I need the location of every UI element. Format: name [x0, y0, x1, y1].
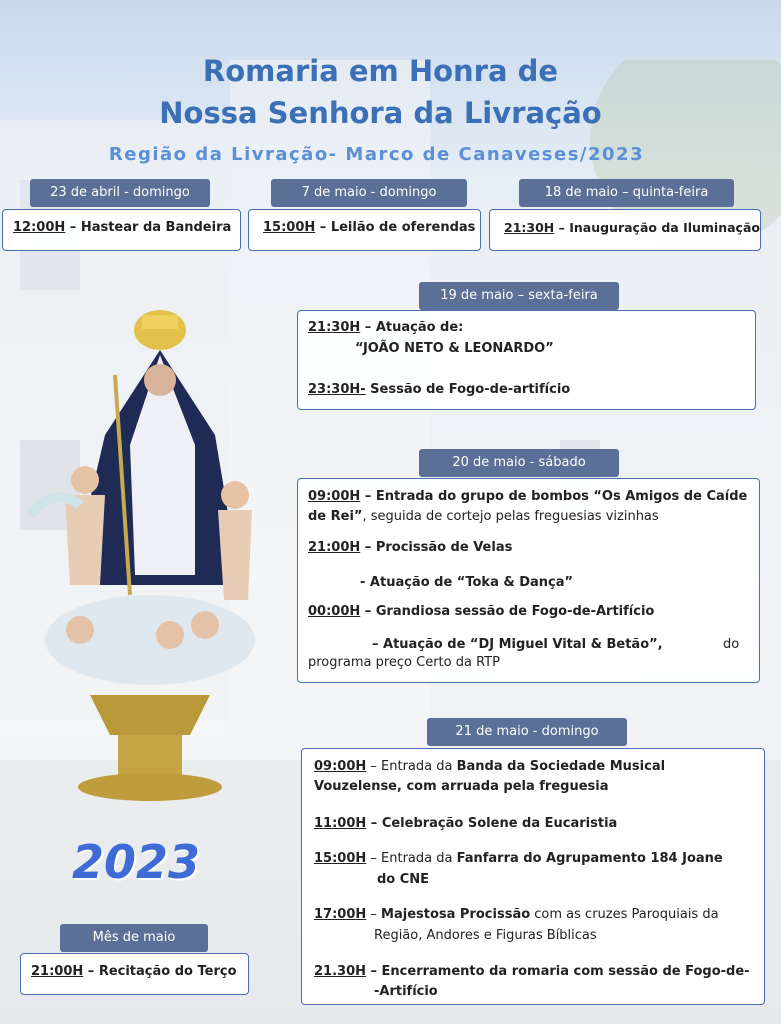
date-tab-may18: 18 de maio – quinta-feira	[519, 179, 734, 207]
event-text: programa preço Certo da RTP	[308, 655, 500, 670]
event-text: – Encerramento da romaria com sessão de Fogo-de-	[366, 964, 750, 979]
event-text: – Recitação do Terço	[83, 964, 237, 979]
event-box-may19	[297, 310, 756, 410]
event-time: 12:00H	[13, 220, 66, 235]
event-text: – Atuação de:	[360, 320, 464, 335]
event-time: 21:30H	[504, 220, 555, 235]
event-time: 17:00H	[314, 907, 367, 922]
event-time: 15:00H	[314, 851, 367, 866]
event-text: – Hastear da Bandeira	[65, 220, 232, 235]
event-text: , seguida de cortejo pelas freguesias vizinhas	[362, 509, 659, 524]
page-title-line2: Nossa Senhora da Livração	[159, 96, 602, 130]
event-time: 15:00H	[263, 220, 316, 235]
event-text: –	[366, 907, 382, 922]
event-text: – Entrada da	[366, 851, 457, 866]
event-artist: “JOÃO NETO & LEONARDO”	[355, 341, 554, 356]
event-text: -Artifício	[374, 984, 438, 999]
event-time: 21:00H	[31, 964, 84, 979]
event-box-monthly	[20, 953, 249, 995]
event-box-may20	[297, 478, 760, 683]
date-tab-may19: 19 de maio – sexta-feira	[419, 282, 619, 310]
event-text: – Celebração Solene da Eucaristia	[366, 816, 618, 831]
event-text: Região, Andores e Figuras Bíblicas	[374, 928, 597, 943]
event-box-may18	[489, 209, 761, 251]
event-text: – Grandiosa sessão de Fogo-de-Artifício	[360, 604, 655, 619]
event-text: - Atuação de “Toka & Dança”	[360, 575, 574, 590]
event-text: – Entrada do grupo de bombos “Os Amigos de Caíde	[360, 489, 748, 504]
event-text: Fanfarra do Agrupamento 184 Joane	[456, 851, 723, 866]
event-time: 00:00H	[308, 604, 361, 619]
event-time: 23:30H-	[308, 382, 366, 397]
event-text: – Entrada da	[366, 759, 457, 774]
event-text: do	[723, 637, 740, 652]
event-box-apr23	[2, 209, 241, 251]
page-subtitle: Região da Livração- Marco de Canaveses/2023	[108, 144, 645, 165]
event-text: – Leilão de oferendas	[315, 220, 476, 235]
event-text: Majestosa Procissão	[381, 907, 531, 922]
event-time: 09:00H	[308, 489, 361, 504]
event-text: Sessão de Fogo-de-artifício	[365, 382, 571, 397]
our-lady-statue-image	[10, 295, 275, 815]
event-text: Vouzelense, com arruada pela freguesia	[314, 779, 609, 794]
date-tab-monthly: Mês de maio	[60, 924, 208, 952]
date-tab-may20: 20 de maio - sábado	[419, 449, 619, 477]
event-time: 11:00H	[314, 816, 367, 831]
event-text: de Rei”	[308, 509, 363, 524]
event-text: com as cruzes Paroquiais da	[530, 907, 719, 922]
event-time: 21.30H	[314, 964, 366, 979]
event-text: – Procissão de Velas	[360, 540, 513, 555]
date-tab-may21: 21 de maio - domingo	[427, 718, 627, 746]
event-text: Banda da Sociedade Musical	[456, 759, 666, 774]
event-text: – Inauguração da Iluminação	[554, 220, 760, 235]
event-box-may21	[301, 748, 765, 1005]
date-tab-may7: 7 de maio - domingo	[271, 179, 467, 207]
event-box-may7	[248, 209, 481, 251]
event-time: 21:30H	[308, 320, 361, 335]
date-tab-apr23: 23 de abril - domingo	[30, 179, 210, 207]
event-text: do CNE	[377, 872, 430, 887]
event-text: – Atuação de “DJ Miguel Vital & Betão”,	[372, 637, 663, 652]
page-title-line1: Romaria em Honra de	[202, 54, 559, 88]
event-time: 21:00H	[308, 540, 361, 555]
event-time: 09:00H	[314, 759, 367, 774]
year-label: 2023	[72, 835, 201, 889]
